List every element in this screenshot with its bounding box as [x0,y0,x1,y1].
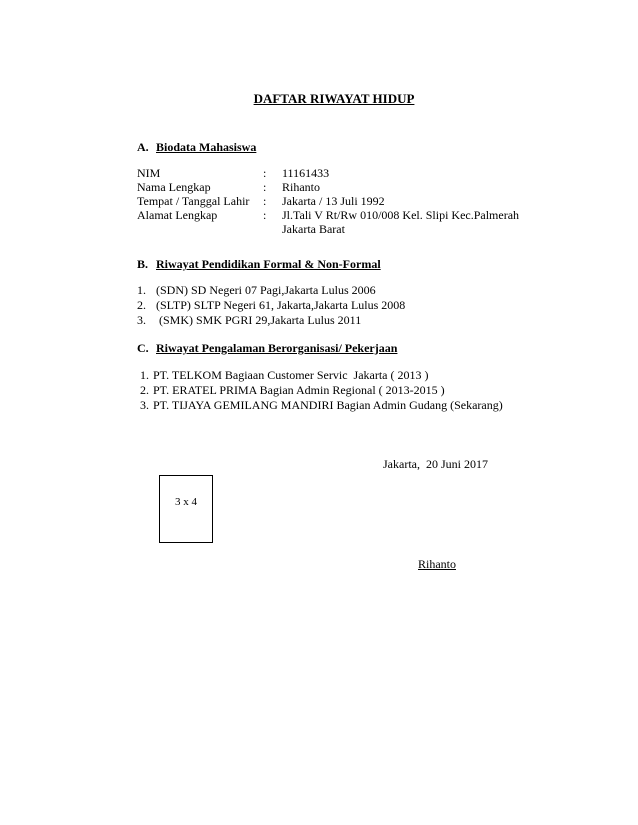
list-number: 3. [137,313,146,327]
list-number: 3. [140,398,149,412]
experience-list [140,368,503,413]
section-b-heading [137,257,381,271]
list-text: (SLTP) SLTP Negeri 61, Jakarta,Jakarta Lulus 2008 [156,298,406,312]
place-date: Jakarta, 20 Juni 2017 [383,457,488,471]
section-b-letter: B. [137,257,149,271]
bio-row-alamat [137,208,542,236]
list-number: 2. [140,383,149,397]
section-c-title: Riwayat Pengalaman Berorganisasi/ Pekerjaan [156,341,398,355]
bio-row-nim [137,166,542,180]
list-text: PT. TIJAYA GEMILANG MANDIRI Bagian Admin Gudang (Sekarang) [153,398,503,412]
section-b-title: Riwayat Pendidikan Formal & Non-Formal [156,257,381,271]
photo-placeholder [159,475,213,543]
section-c-heading [137,341,397,355]
bio-row-nama [137,180,542,194]
list-item [140,398,503,413]
bio-colon: : [263,194,267,208]
list-item [140,383,503,398]
list-number: 1. [137,283,146,297]
education-list [137,283,405,328]
list-item [140,368,503,383]
list-item [137,298,405,313]
bio-row-ttl [137,194,542,208]
signature-name: Rihanto [418,557,456,571]
list-text: (SMK) SMK PGRI 29,Jakarta Lulus 2011 [156,313,362,327]
list-text: PT. TELKOM Bagiaan Customer Servic Jakarta ( 2013 ) [153,368,429,382]
list-text: PT. ERATEL PRIMA Bagian Admin Regional ( 2013-2015 ) [153,383,445,397]
list-number: 1. [140,368,149,382]
section-a-heading [137,140,256,154]
bio-label: Alamat Lengkap [137,208,218,222]
section-c-letter: C. [137,341,149,355]
bio-colon: : [263,180,267,194]
list-text: (SDN) SD Negeri 07 Pagi,Jakarta Lulus 2006 [156,283,376,297]
bio-colon: : [263,208,267,222]
bio-value: Jl.Tali V Rt/Rw 010/008 Kel. Slipi Kec.Palmerah Jakarta Barat [282,208,520,236]
list-number: 2. [137,298,146,312]
bio-value: Rihanto [282,180,320,194]
bio-label: NIM [137,166,161,180]
page-title: DAFTAR RIWAYAT HIDUP [253,91,415,106]
bio-value: Jakarta / 13 Juli 1992 [282,194,385,208]
section-a-letter: A. [137,140,149,154]
bio-label: Tempat / Tanggal Lahir [137,194,250,208]
bio-value: 11161433 [282,166,330,180]
list-item [137,283,405,298]
section-a-title: Biodata Mahasiswa [156,140,257,154]
bio-label: Nama Lengkap [137,180,211,194]
bio-colon: : [263,166,267,180]
photo-size-label: 3 x 4 [175,496,197,508]
list-item [137,313,405,328]
biodata-table [137,166,542,236]
